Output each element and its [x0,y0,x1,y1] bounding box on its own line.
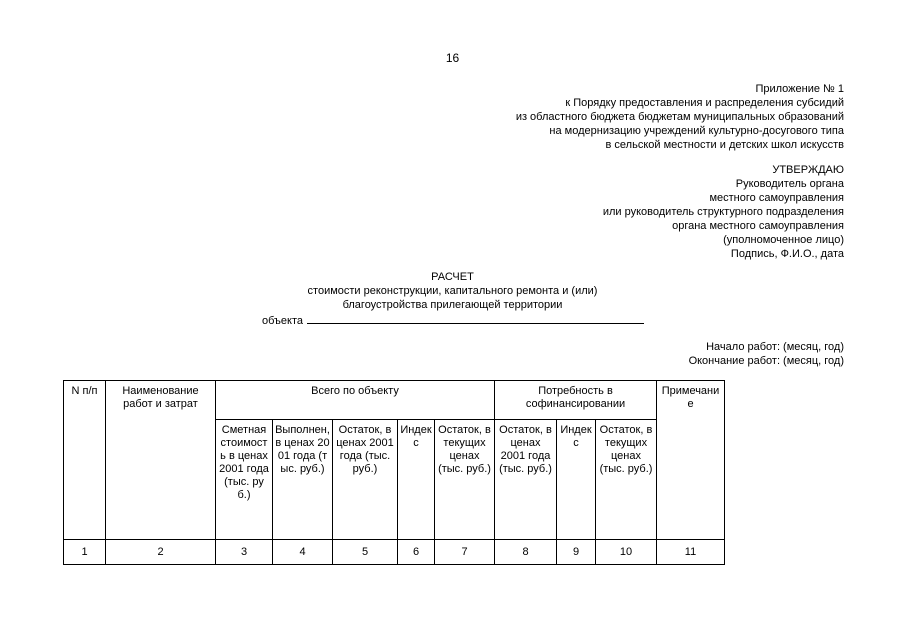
appendix-block [516,82,844,152]
approval-line: (уполномоченное лицо) [723,234,844,246]
title-line: РАСЧЕТ [431,271,474,283]
work-dates [689,340,844,368]
title-line: благоустройства прилегающей территории [342,299,563,311]
document-title [0,270,905,312]
subheader-cell: Индекс [557,420,596,540]
object-blank-line [307,312,644,324]
column-number: 10 [596,540,657,565]
approval-line: Подпись, Ф.И.О., дата [730,248,844,260]
column-number: 4 [273,540,333,565]
subheader-cell: Индекс [398,420,435,540]
column-number: 7 [435,540,495,565]
page-number: 16 [445,51,460,65]
title-line: стоимости реконструкции, капитального ремонта и (или) [307,285,598,297]
column-number: 1 [64,540,106,565]
subheader-cell: Остаток, в текущих ценах (тыс. руб.) [596,420,657,540]
subheader-cell: Остаток, в ценах 2001 года (тыс. руб.) [495,420,557,540]
column-number: 8 [495,540,557,565]
appendix-line: в сельской местности и детских школ искусств [605,139,844,151]
approval-line: УТВЕРЖДАЮ [772,164,844,176]
column-number: 2 [106,540,216,565]
appendix-line: Приложение № 1 [755,83,844,95]
object-line [262,312,644,328]
column-number: 5 [333,540,398,565]
header-num: N п/п [64,381,106,540]
column-number: 11 [657,540,725,565]
approval-line: местного самоуправления [709,192,844,204]
appendix-line: из областного бюджета бюджетам муниципальных образований [515,111,844,123]
approval-line: Руководитель органа [735,178,844,190]
calculation-table [63,380,725,565]
subheader-cell: Выполнен, в ценах 2001 года (тыс. руб.) [273,420,333,540]
subheader-cell: Остаток, в ценах 2001 года (тыс. руб.) [333,420,398,540]
appendix-line: на модернизацию учреждений культурно-досугового типа [549,125,844,137]
appendix-line: к Порядку предоставления и распределения субсидий [565,97,844,109]
column-number: 3 [216,540,273,565]
end-date-label: Окончание работ: (месяц, год) [688,355,844,367]
header-name: Наименование работ и затрат [106,381,216,540]
approval-line: или руководитель структурного подразделения [602,206,844,218]
header-note: Примечание [657,381,725,540]
approval-line: органа местного самоуправления [672,220,844,232]
subheader-cell: Остаток, в текущих ценах (тыс. руб.) [435,420,495,540]
header-need-group: Потребность в софинансировании [495,381,657,420]
approval-block [603,163,844,261]
subheader-cell: Сметная стоимость в ценах 2001 года (тыс. руб.) [216,420,273,540]
header-total-group: Всего по объекту [216,381,495,420]
object-label: объекта [262,315,304,327]
column-number: 9 [557,540,596,565]
start-date-label: Начало работ: (месяц, год) [706,341,844,353]
column-number: 6 [398,540,435,565]
